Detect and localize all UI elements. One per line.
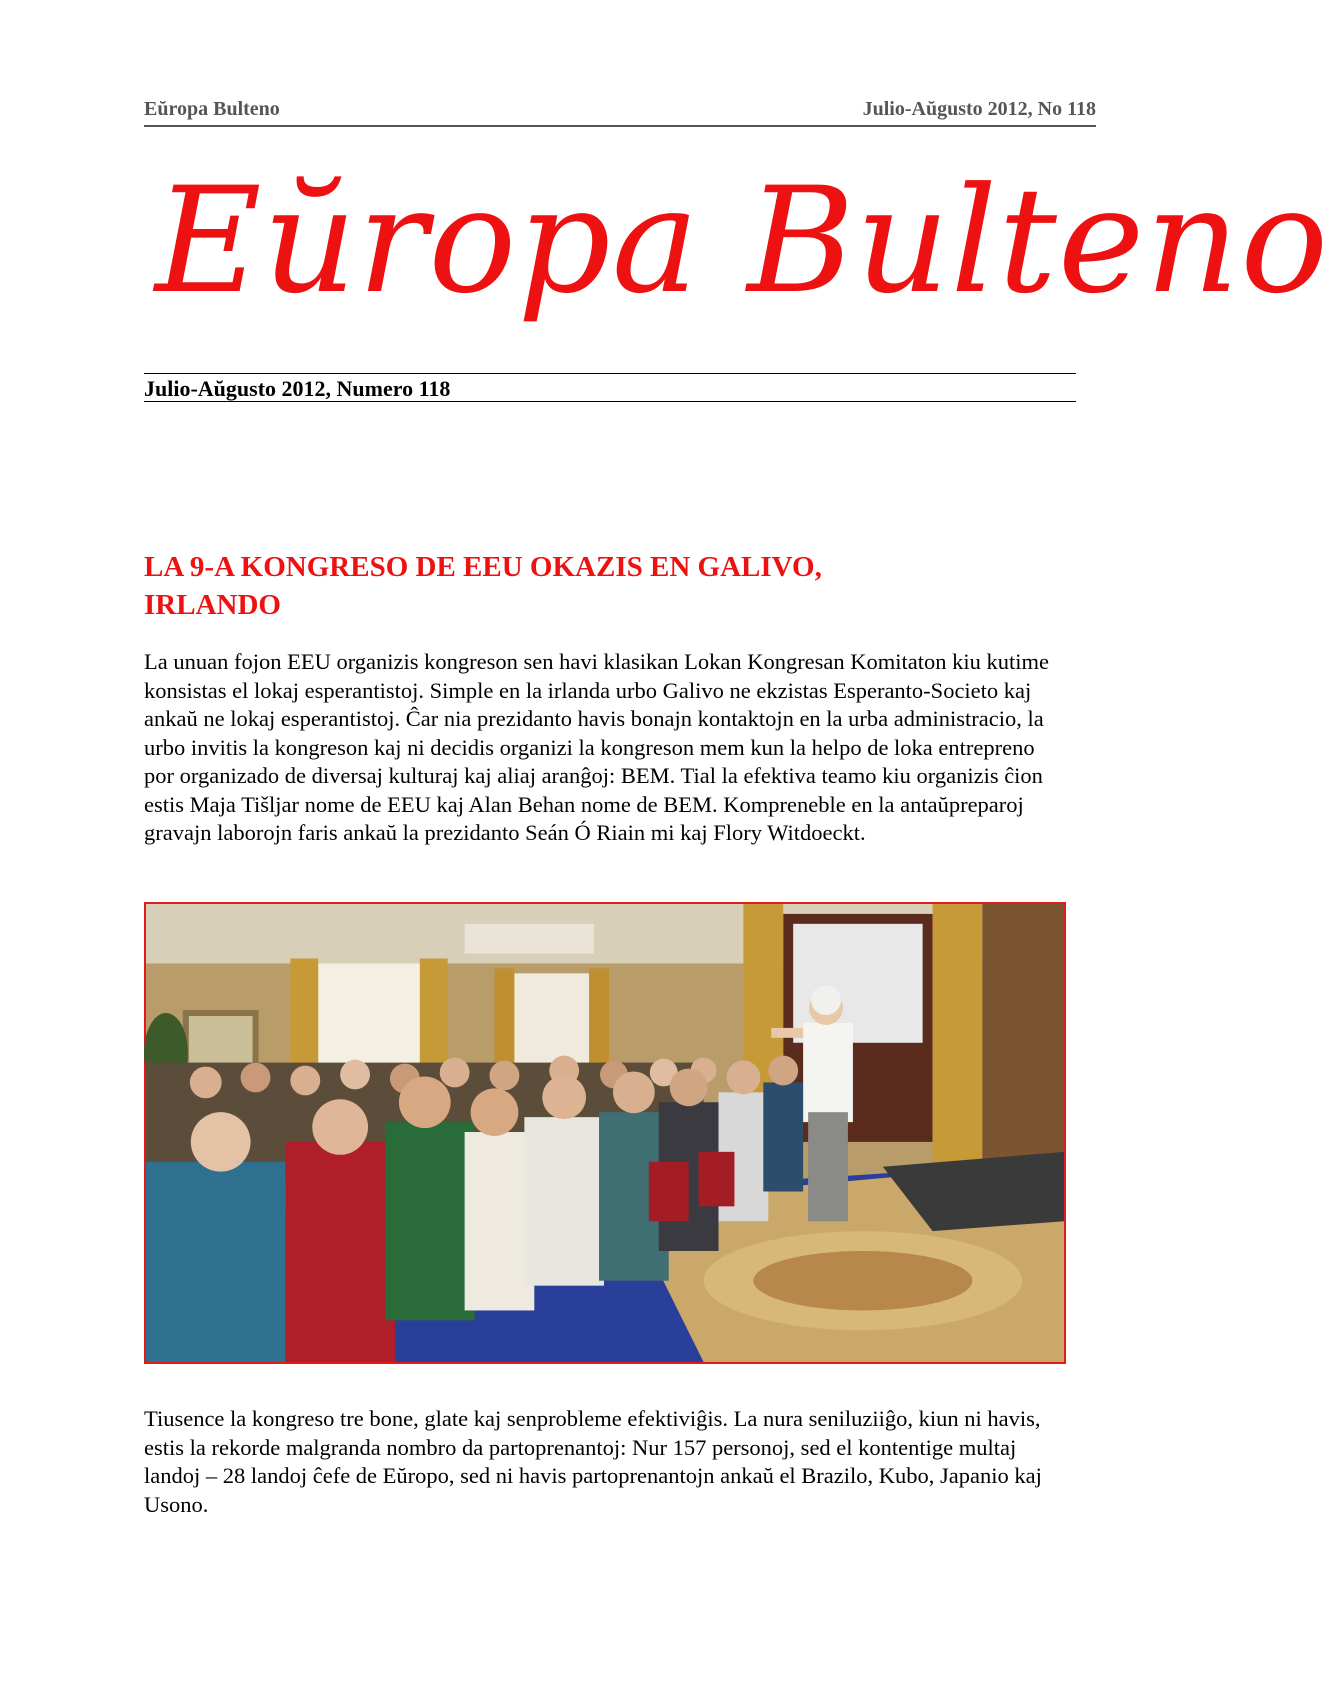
masthead-logo: Eŭropa Bulteno: [155, 156, 1329, 326]
running-header-publication: Eŭropa Bulteno: [144, 98, 280, 120]
running-header: [144, 98, 1096, 121]
article-title: LA 9-A KONGRESO DE EEU OKAZIS EN GALIVO, IRLANDO: [144, 551, 822, 621]
running-header-issue: Julio-Aŭgusto 2012, No 118: [862, 98, 1096, 120]
congress-photo: [144, 902, 1066, 1364]
article-paragraph-2: Tiusence la kongreso tre bone, glate kaj senprobleme efektiviĝis. La nura seniluziiĝo, kiun ni havis, estis la rekorde malgranda nombro da partoprenantoj: Nur 157 personoj, sed el kontentige multaj landoj – 28 landoj ĉefe de Eŭropo, sed ni havis partoprenantojn ankaŭ el Brazilo, Kubo, Japanio kaj Usono.: [144, 1406, 1042, 1517]
issue-line: Julio-Aŭgusto 2012, Numero 118: [144, 376, 451, 401]
article-paragraph-1: La unuan fojon EEU organizis kongreson sen havi klasikan Lokan Kongresan Komitaton kiu kutime konsistas el lokaj esperantistoj. Simple en la irlanda urbo Galivo ne ekzistas Esperanto-Societo kaj ankaŭ ne lokaj esperantistoj. Ĉar nia prezidanto havis bonajn kontaktojn en la urba administracio, la urbo invitis la kongreson kaj ni decidis organizi la kongreson mem kun la helpo de loka entrepreno por organizado de diversaj kulturaj kaj aliaj aranĝoj: BEM. Tial la efektiva teamo kiu organizis ĉion estis Maja Tišljar nome de EEU kaj Alan Behan nome de BEM. Kompreneble en la antaŭpreparoj gravajn laborojn faris ankaŭ la prezidanto Seán Ó Riain mi kaj Flory Witdoeckt.: [144, 649, 1050, 845]
congress-photo-illustration: [146, 904, 1064, 1362]
header-rule: [144, 125, 1096, 127]
issue-rule-bottom: [144, 401, 1076, 402]
issue-rule-top: [144, 373, 1076, 374]
